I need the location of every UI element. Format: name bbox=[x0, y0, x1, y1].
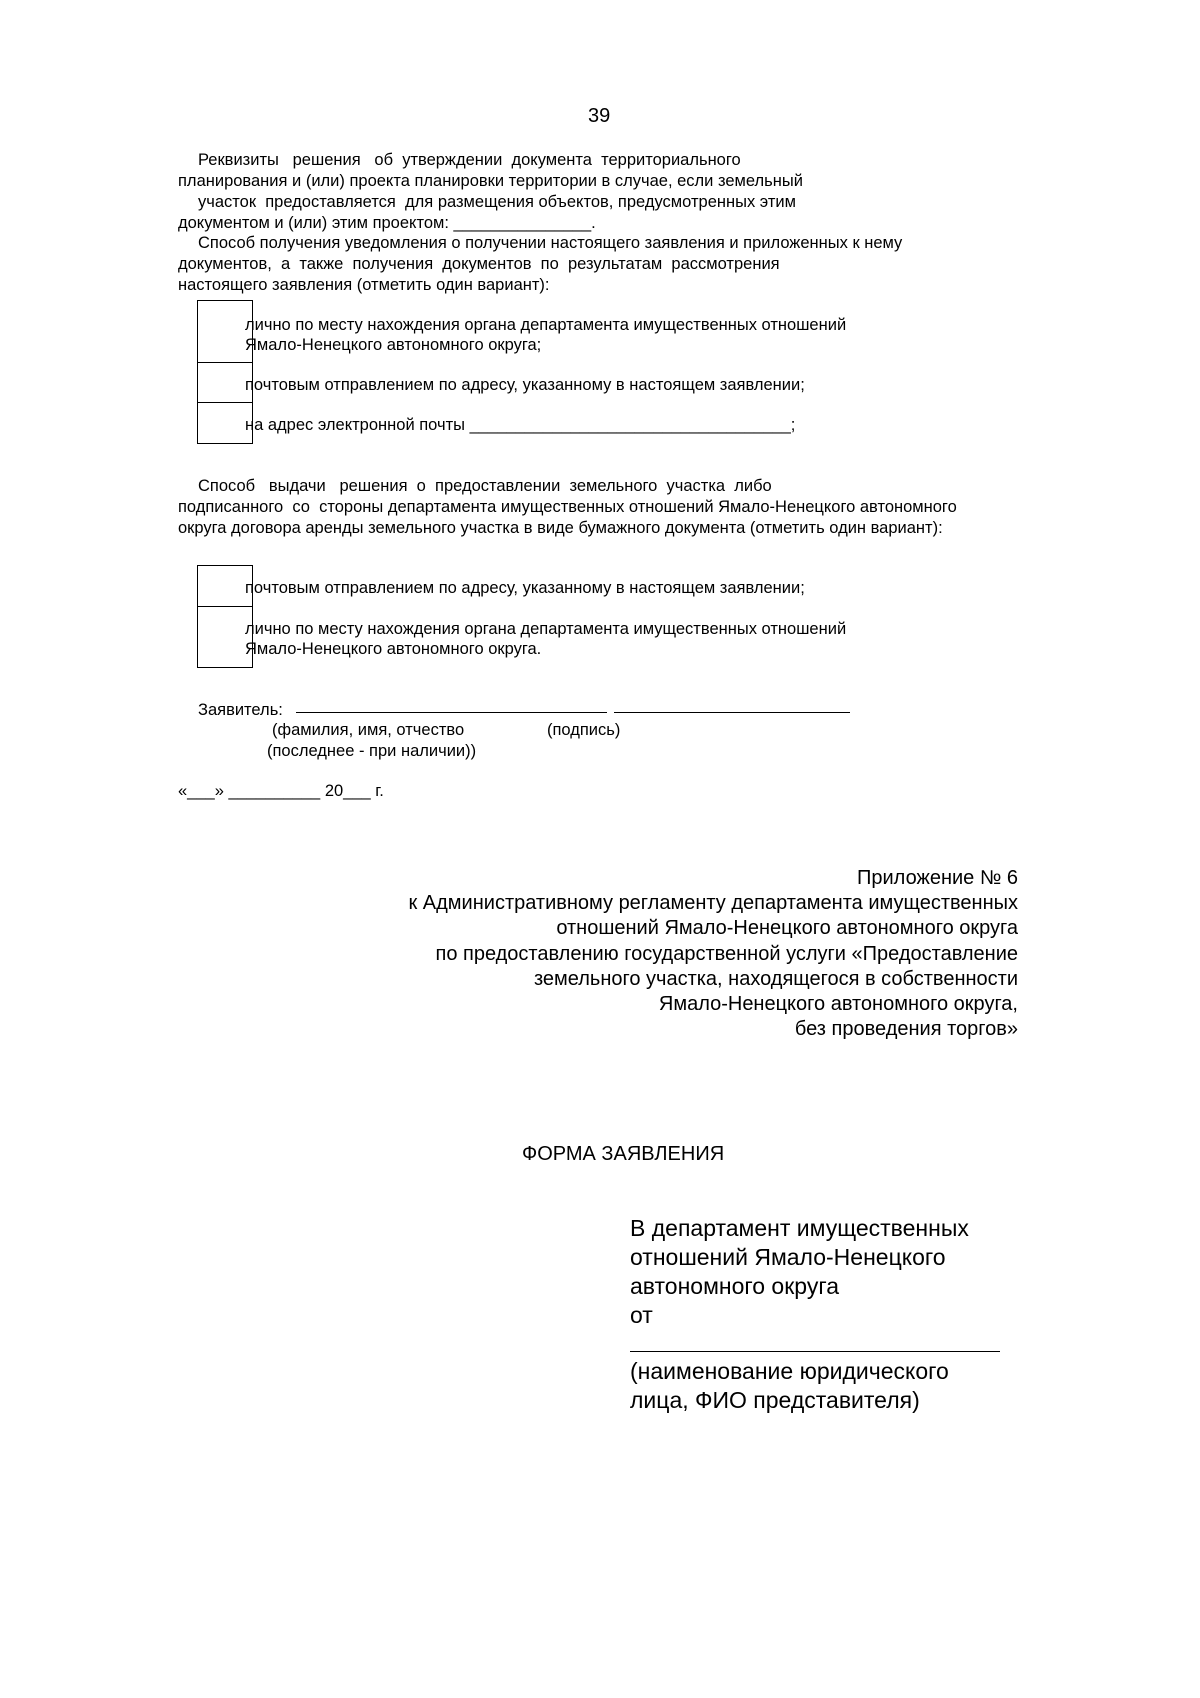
notify-option-1-label: лично по месту нахождения органа департамента имущественных отношений bbox=[245, 316, 847, 334]
appendix-line-4: по предоставлению государственной услуги «Предоставление bbox=[435, 943, 1018, 965]
notify-method-line-1: Способ получения уведомления о получении настоящего заявления и приложенных к нему bbox=[198, 234, 903, 252]
appendix-line-1: Приложение № 6 bbox=[857, 867, 1018, 889]
appendix-line-6: Ямало-Ненецкого автономного округа, bbox=[658, 993, 1018, 1015]
page-number: 39 bbox=[588, 105, 611, 127]
notify-option-1-label-cont: Ямало-Ненецкого автономного округа; bbox=[245, 336, 542, 354]
applicant-signature-caption: (подпись) bbox=[547, 721, 621, 739]
appendix-line-2: к Административному регламенту департамента имущественных bbox=[408, 892, 1018, 914]
issue-method-line-1: Способ выдачи решения о предоставлении земельного участка либо bbox=[198, 477, 772, 495]
addressee-name-line[interactable] bbox=[630, 1351, 1000, 1352]
issue-method-line-2: подписанного со стороны департамента имущественных отношений Ямало-Ненецкого автономного bbox=[178, 498, 957, 516]
addressee-caption-1: (наименование юридического bbox=[630, 1358, 949, 1384]
addressee-line-2: отношений Ямало-Ненецкого bbox=[630, 1244, 946, 1270]
notify-option-3-label: на адрес электронной почты ___________________________________; bbox=[245, 416, 796, 434]
requisites-line-3: участок предоставляется для размещения объектов, предусмотренных этим bbox=[198, 193, 796, 211]
issue-option-2-label: лично по месту нахождения органа департамента имущественных отношений bbox=[245, 620, 847, 638]
issue-option-2-label-cont: Ямало-Ненецкого автономного округа. bbox=[245, 640, 542, 658]
appendix-line-5: земельного участка, находящегося в собственности bbox=[533, 968, 1018, 990]
notify-method-line-3: настоящего заявления (отметить один вариант): bbox=[178, 276, 550, 294]
addressee-from: от bbox=[630, 1302, 653, 1328]
issue-method-line-3: округа договора аренды земельного участка в виде бумажного документа (отметить один вариант): bbox=[178, 519, 943, 537]
addressee-caption-2: лица, ФИО представителя) bbox=[630, 1387, 920, 1413]
applicant-fio-caption-cont: (последнее - при наличии)) bbox=[267, 742, 477, 760]
requisites-line-2: планирования и (или) проекта планировки территории в случае, если земельный bbox=[178, 172, 803, 190]
issue-option-1-label: почтовым отправлением по адресу, указанному в настоящем заявлении; bbox=[245, 579, 805, 597]
appendix-line-7: без проведения торгов» bbox=[794, 1018, 1018, 1040]
addressee-line-1: В департамент имущественных bbox=[630, 1215, 969, 1241]
applicant-signature-line[interactable] bbox=[614, 712, 850, 713]
appendix-line-3: отношений Ямало-Ненецкого автономного округа bbox=[556, 917, 1018, 939]
form-title: ФОРМА ЗАЯВЛЕНИЯ bbox=[522, 1143, 725, 1165]
requisites-line-4: документом и (или) этим проектом: _______________. bbox=[178, 214, 596, 232]
applicant-fio-caption: (фамилия, имя, отчество bbox=[272, 721, 465, 739]
notify-option-2-label: почтовым отправлением по адресу, указанному в настоящем заявлении; bbox=[245, 376, 805, 394]
requisites-line-1: Реквизиты решения об утверждении документа территориального bbox=[198, 151, 741, 169]
applicant-label: Заявитель: bbox=[198, 701, 283, 719]
addressee-line-3: автономного округа bbox=[630, 1273, 839, 1299]
date-line: «___» __________ 20___ г. bbox=[178, 782, 384, 800]
applicant-fio-line[interactable] bbox=[296, 712, 607, 713]
notify-method-line-2: документов, а также получения документов по результатам рассмотрения bbox=[178, 255, 780, 273]
